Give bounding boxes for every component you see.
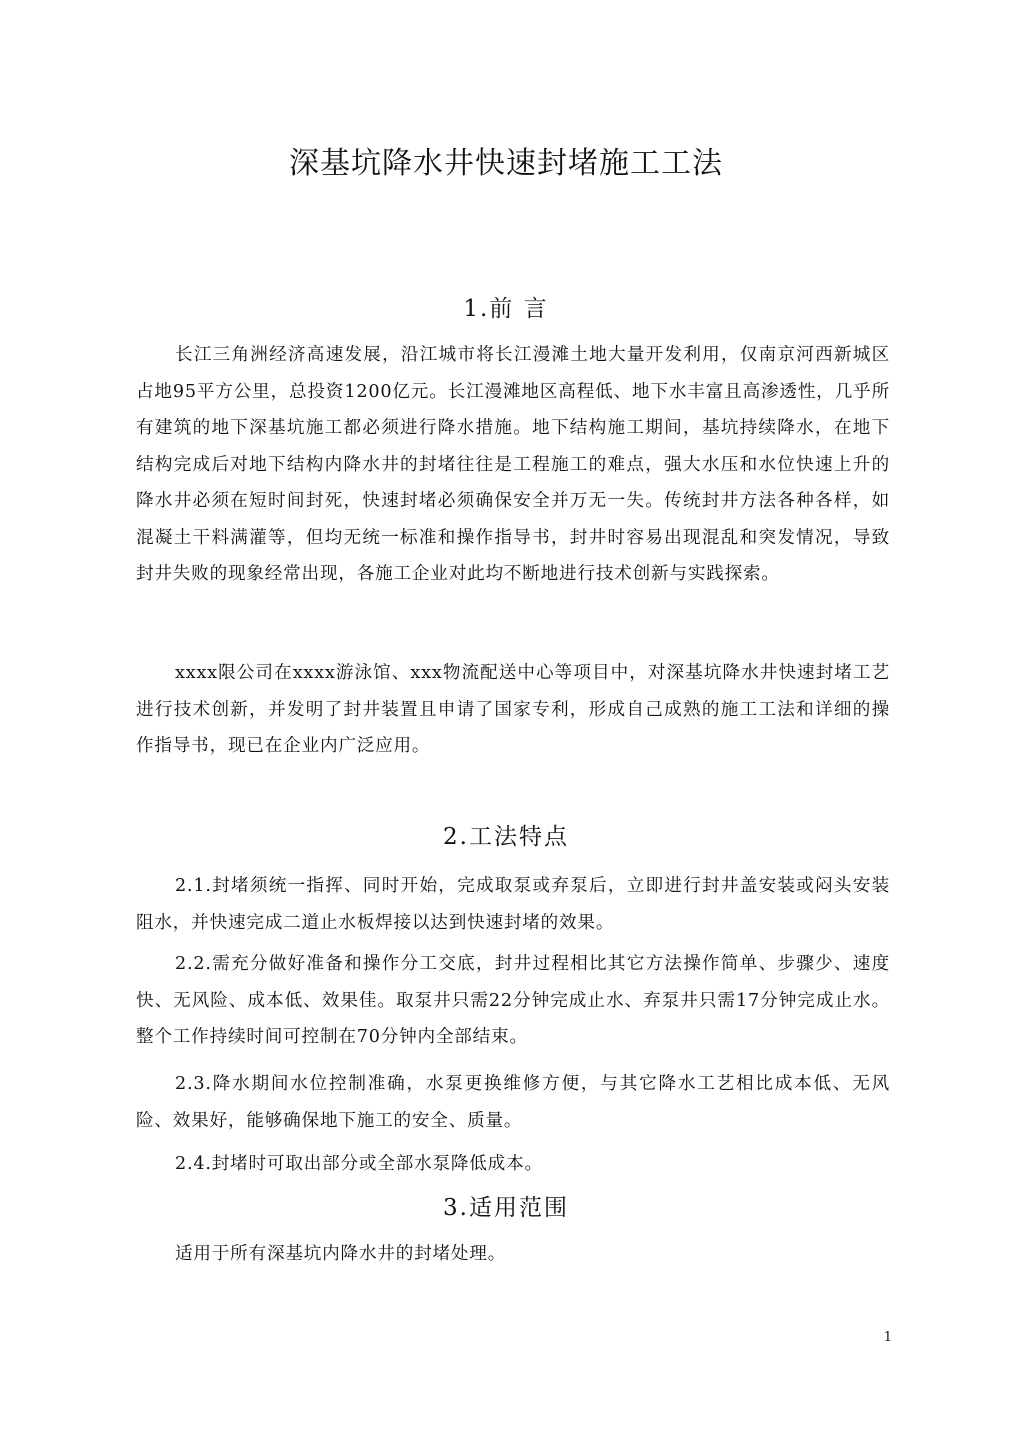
paragraph-feature-2-4: 2.4.封堵时可取出部分或全部水泵降低成本。: [175, 1154, 543, 1174]
page-number: 1: [883, 1330, 892, 1345]
section-heading-features: 2.工法特点: [443, 824, 569, 850]
paragraph-foreword-company: xxxx限公司在xxxx游泳馆、xxx物流配送中心等项目中，对深基坑降水井快速封堵工艺进行技术创新，并发明了封井装置且申请了国家专利，形成自己成熟的施工工法和详细的操作指导书，现已在企业内广泛应用。: [136, 663, 890, 756]
document-title: 深基坑降水井快速封堵施工工法: [289, 146, 723, 181]
paragraph-feature-2-2: 2.2.需充分做好准备和操作分工交底，封井过程相比其它方法操作简单、步骤少、速度快、无风险、成本低、效果佳。取泵井只需22分钟完成止水、弃泵井只需17分钟完成止水。整个工作持续时间可控制在70分钟内全部结束。: [136, 954, 890, 1047]
paragraph-feature-2-1: 2.1.封堵须统一指挥、同时开始，完成取泵或弃泵后，立即进行封井盖安装或闷头安装阻水，并快速完成二道止水板焊接以达到快速封堵的效果。: [136, 876, 890, 933]
paragraph-foreword-background: 长江三角洲经济高速发展，沿江城市将长江漫滩土地大量开发利用，仅南京河西新城区占地95平方公里，总投资1200亿元。长江漫滩地区高程低、地下水丰富且高渗透性，几乎所有建筑的地下深基坑施工都必须进行降水措施。地下结构施工期间，基坑持续降水，在地下结构完成后对地下结构内降水井的封堵往往是工程施工的难点，强大水压和水位快速上升的降水井必须在短时间封死，快速封堵必须确保安全并万无一失。传统封井方法各种各样，如混凝土干料满灌等，但均无统一标准和操作指导书，封井时容易出现混乱和突发情况，导致封井失败的现象经常出现，各施工企业对此均不断地进行技术创新与实践探索。: [136, 345, 890, 584]
section-heading-foreword: 1.前 言: [463, 296, 549, 322]
paragraph-feature-2-3: 2.3.降水期间水位控制准确，水泵更换维修方便，与其它降水工艺相比成本低、无风险、效果好，能够确保地下施工的安全、质量。: [136, 1074, 890, 1131]
paragraph-scope: 适用于所有深基坑内降水井的封堵处理。: [175, 1244, 507, 1264]
section-heading-scope: 3.适用范围: [443, 1195, 569, 1221]
